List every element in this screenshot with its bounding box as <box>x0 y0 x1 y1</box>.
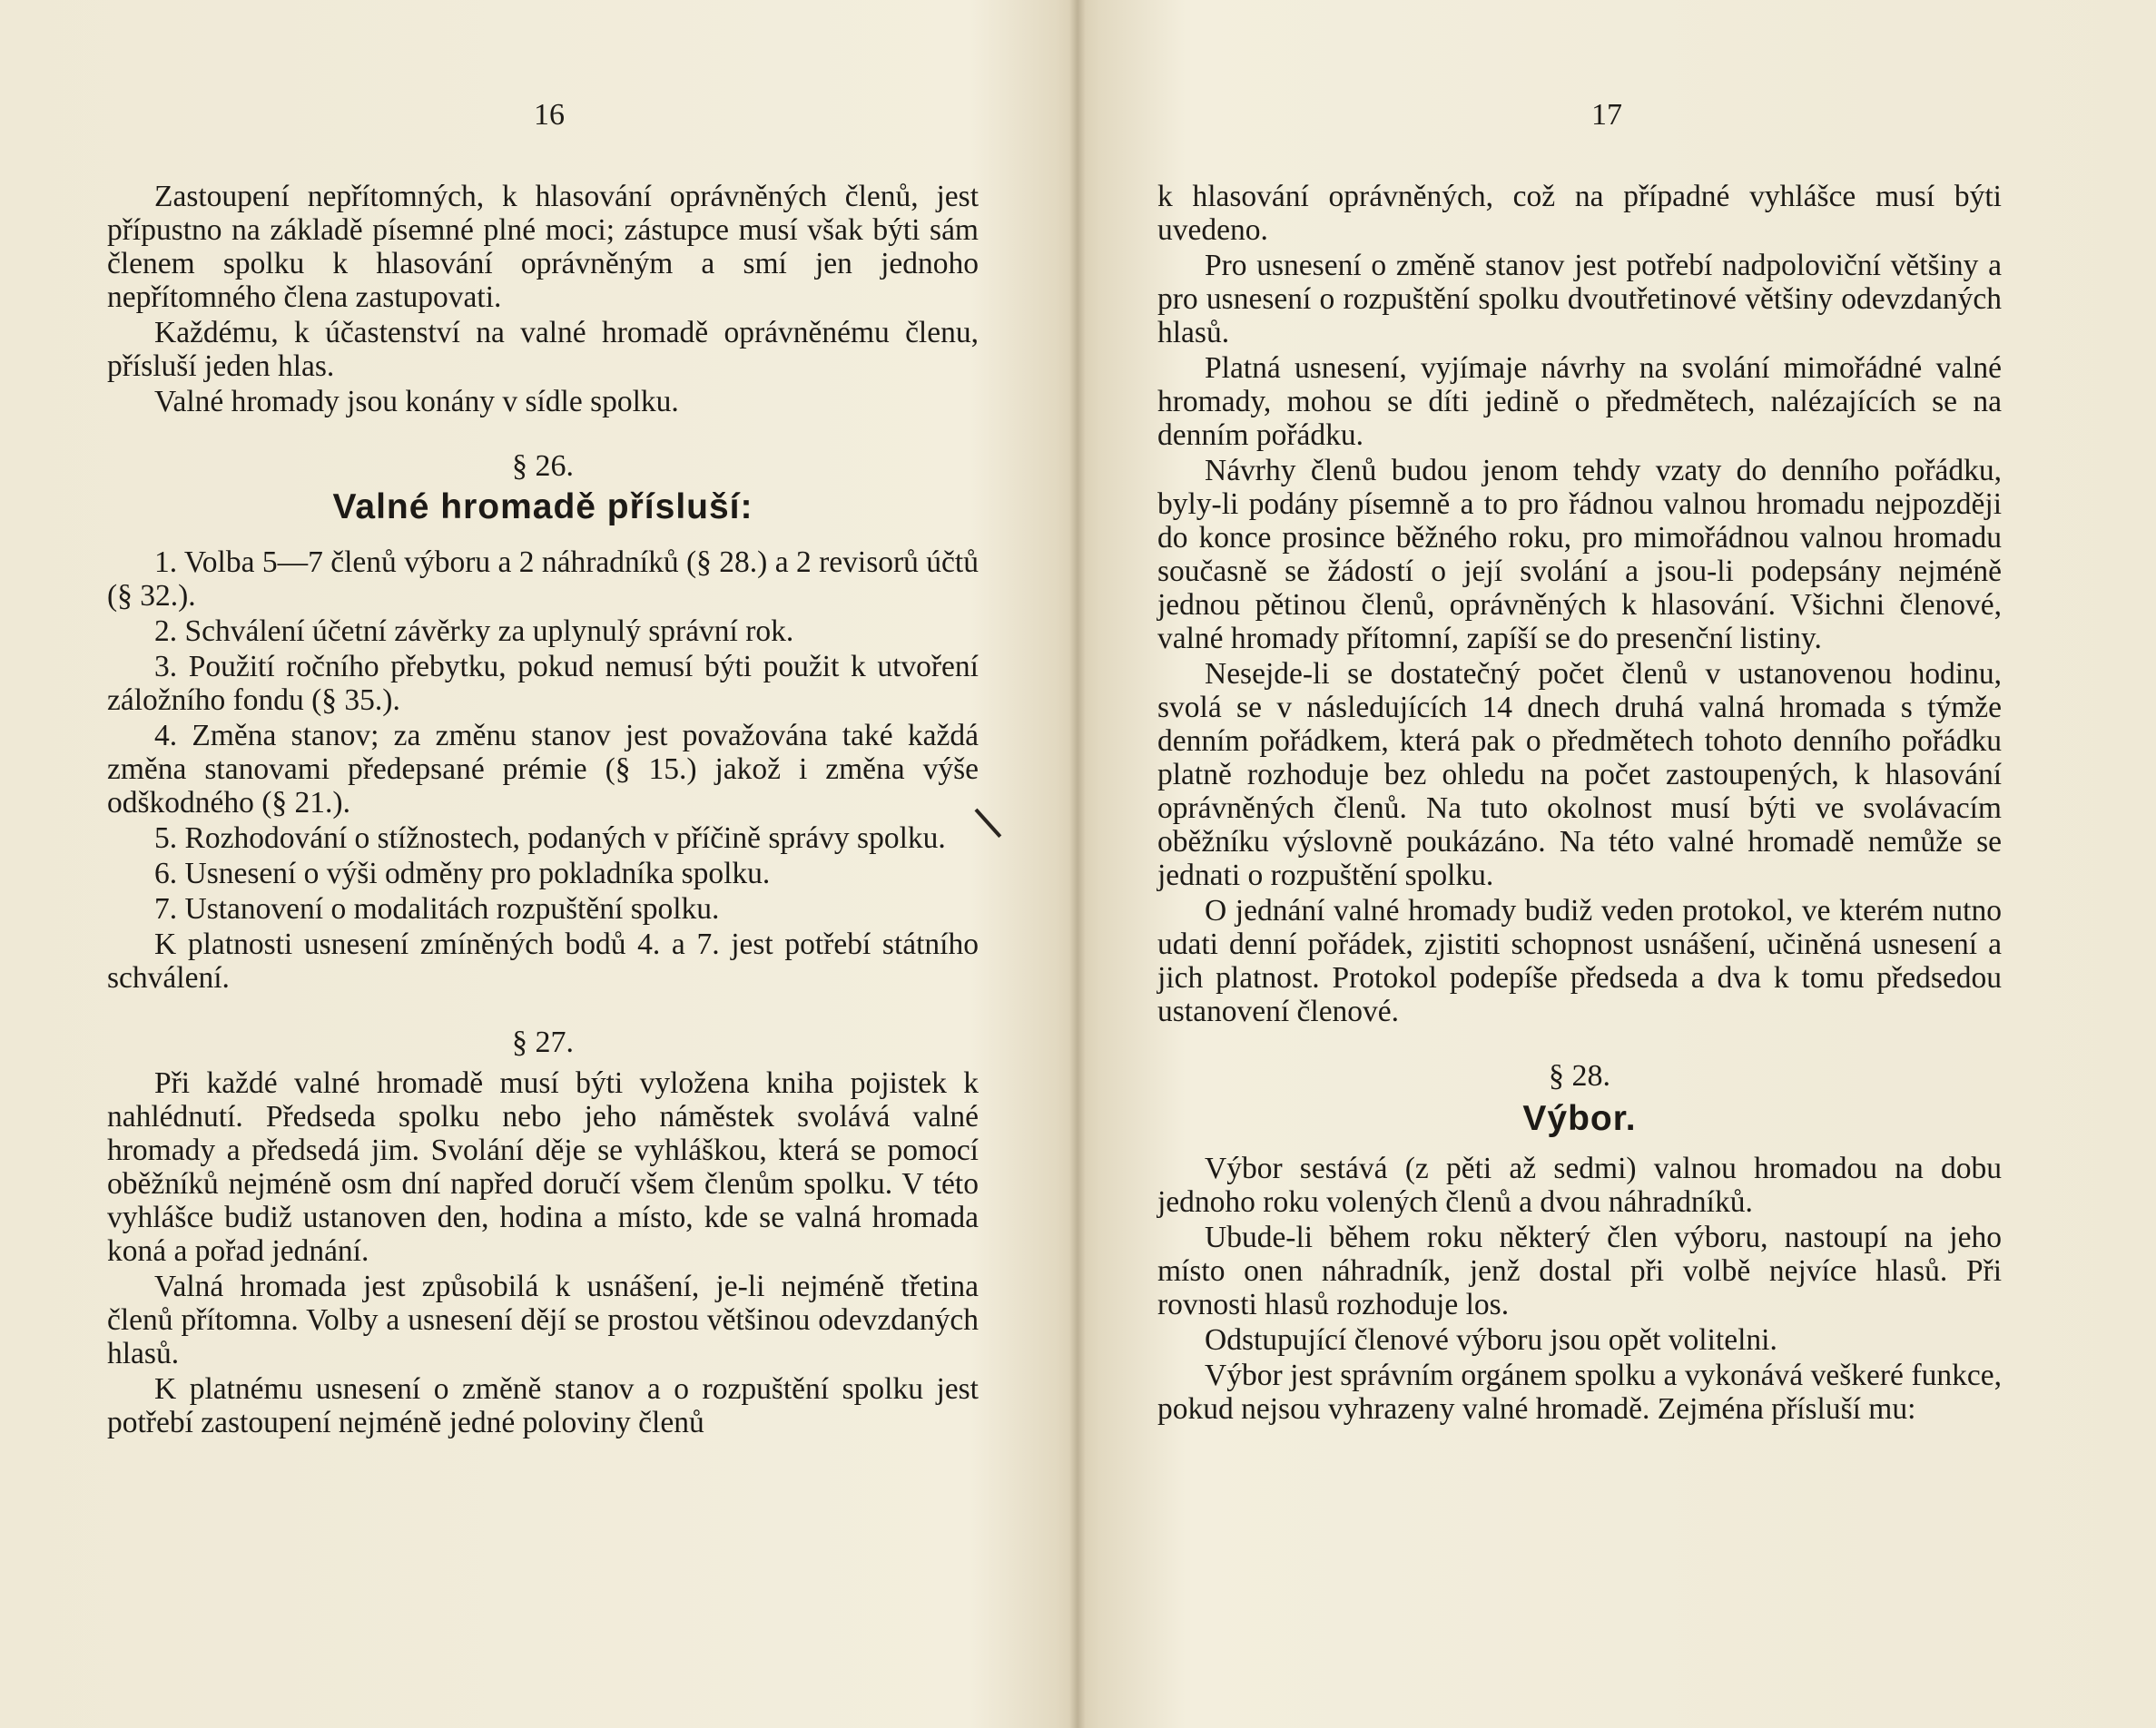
paragraph: Při každé valné hromadě musí býti vyložena kniha pojistek k nahlédnutí. Předseda spolku nebo jeho náměstek svolává valné hromady a předsedá jim. Svolání děje se vyhláškou, která se pomocí oběžníků nejméně osm dní napřed doručí všem členům spolku. V této vyhlášce budiž ustanoven den, hodina a místo, kde se valná hromada koná a pořad jednání. <box>107 1066 979 1268</box>
paragraph: k hlasování oprávněných, což na případné vyhlášce musí býti uvedeno. <box>1157 180 2002 247</box>
left-page-text <box>107 180 979 1441</box>
right-page <box>1085 0 2156 1728</box>
paragraph: Zastoupení nepřítomných, k hlasování oprávněných členů, jest přípustno na základě písemné plné moci; zástupce musí však býti sám členem spolku k hlasování oprávněným a smí jen jednoho nepřítomného člena zastupovati. <box>107 180 979 314</box>
paragraph: Ubude-li během roku některý člen výboru, nastoupí na jeho místo onen náhradník, jenž dostal při volbě nejvíce hlasů. Při rovnosti hlasů rozhoduje los. <box>1157 1221 2002 1321</box>
paragraph: Valné hromady jsou konány v sídle spolku. <box>154 385 679 418</box>
section-heading: Valné hromadě přísluší: <box>332 487 753 526</box>
paragraph: Pro usnesení o změně stanov jest potřebí nadpoloviční většiny a pro usnesení o rozpuštění spolku dvoutřetinové většiny odevzdaných hlasů. <box>1157 249 2002 349</box>
paragraph: Výbor sestává (z pěti až sedmi) valnou hromadou na dobu jednoho roku volených členů a dvou náhradníků. <box>1157 1152 2002 1219</box>
left-page <box>0 0 1071 1728</box>
paragraph: Návrhy členů budou jenom tehdy vzaty do denního pořádku, byly-li podány písemně a to pro řádnou valnou hromadu nejpozději do konce prosince běžného roku, pro mimořádnou valnou hromadu současně se žádostí o její svolání a jsou-li podepsány nejméně jednou pětinou členů, oprávněných k hlasování. Všichni členové, valné hromady přítomní, zapíší se do presenční listiny. <box>1157 454 2002 655</box>
paragraph: Valná hromada jest způsobilá k usnášení, je-li nejméně třetina členů přítomna. Volby a usnesení dějí se prostou většinou odevzdaných hlasů. <box>107 1270 979 1370</box>
page-number: 17 <box>1591 98 1622 132</box>
paragraph: Platná usnesení, vyjímaje návrhy na svolání mimořádné valné hromady, mohou se díti jedině o předmětech, nalézajících se na denním pořádku. <box>1157 351 2002 452</box>
paragraph: O jednání valné hromady budiž veden protokol, ve kterém nutno udati denní pořádek, zjistiti schopnost usnášení, učiněná usnesení a jich platnost. Protokol podepíše předseda a dva k tomu předsedou ustanovení členové. <box>1157 894 2002 1028</box>
section-number: § 27. <box>512 1026 574 1059</box>
list-item: 5. Rozhodování o stížnostech, podaných v příčině správy spolku. <box>154 821 946 855</box>
page-number: 16 <box>534 98 565 132</box>
list-item: 3. Použití ročního přebytku, pokud nemusí býti použit k utvoření záložního fondu (§ 35.). <box>107 650 979 717</box>
list-item: 6. Usnesení o výši odměny pro pokladníka spolku. <box>154 857 771 890</box>
right-page-text <box>1157 180 2002 1428</box>
paragraph: Výbor jest správním orgánem spolku a vykonává veškeré funkce, pokud nejsou vyhrazeny valné hromadě. Zejména přísluší mu: <box>1157 1359 2002 1426</box>
list-item: 4. Změna stanov; za změnu stanov jest považována také každá změna stanovami předepsané prémie (§ 15.) jakož i změna výše odškodného (§ 21.). <box>107 719 979 820</box>
section-heading: Výbor. <box>1522 1099 1637 1138</box>
section-number: § 26. <box>512 449 574 483</box>
paragraph: Každému, k účastenství na valné hromadě oprávněnému členu, přísluší jeden hlas. <box>107 316 979 383</box>
paragraph: Odstupující členové výboru jsou opět volitelni. <box>1205 1323 1777 1357</box>
list-item: 1. Volba 5—7 členů výboru a 2 náhradníků (§ 28.) a 2 revisorů účtů (§ 32.). <box>107 545 979 613</box>
paragraph: K platnému usnesení o změně stanov a o rozpuštění spolku jest potřebí zastoupení nejméně jedné poloviny členů <box>107 1372 979 1439</box>
section-number: § 28. <box>1549 1059 1610 1093</box>
paragraph: Nesejde-li se dostatečný počet členů v ustanovenou hodinu, svolá se v následujících 14 dnech druhá valná hromada s týmže denním pořádkem, která pak o předmětech tohoto denního pořádku platně rozhoduje bez ohledu na počet zastoupených, k hlasování oprávněných členů. Na tuto okolnost musí býti ve svolávacím oběžníku výslovně poukázáno. Na této valné hromadě nemůže se jednati o rozpuštění spolku. <box>1157 657 2002 892</box>
book-gutter <box>1069 0 1086 1728</box>
list-item: 2. Schválení účetní závěrky za uplynulý správní rok. <box>154 614 794 648</box>
paragraph: K platnosti usnesení zmíněných bodů 4. a 7. jest potřebí státního schválení. <box>107 928 979 995</box>
list-item: 7. Ustanovení o modalitách rozpuštění spolku. <box>154 892 720 926</box>
